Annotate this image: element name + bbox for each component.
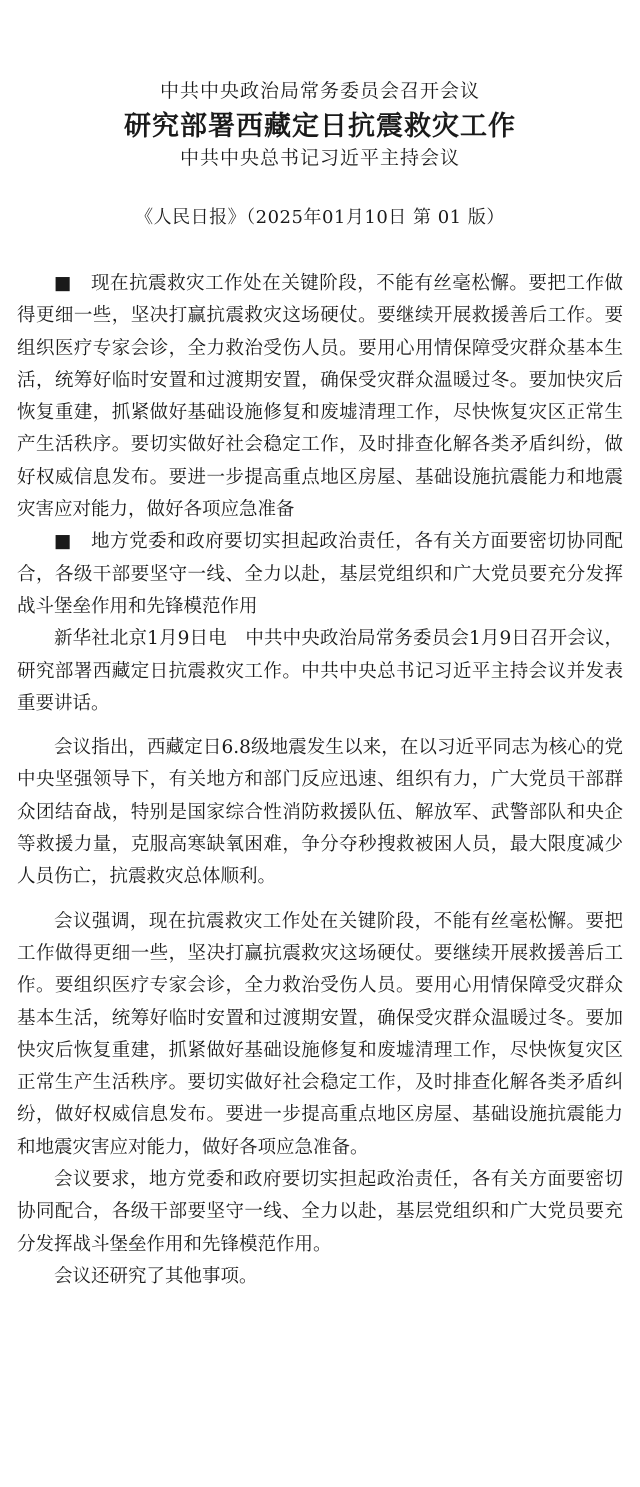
body-paragraph-5: 会议还研究了其他事项。	[54, 1265, 258, 1287]
summary-paragraph-2	[17, 526, 623, 623]
article-kicker: 中共中央政治局常务委员会召开会议	[159, 80, 480, 102]
square-bullet-icon: ■	[54, 273, 72, 294]
summary-text-2: 地方党委和政府要切实担起政治责任，各有关方面要密切协同配合，各级干部要坚守一线、全力以赴，基层党组织和广大党员要充分发挥战斗堡垒作用和先锋模范作用	[17, 531, 623, 617]
article-subhead: 中共中央总书记习近平主持会议	[179, 147, 460, 169]
body-paragraph-2: 会议指出，西藏定日6.8级地震发生以来，在以习近平同志为核心的党中央坚强领导下，有关地方和部门反应迅速、组织有力，广大党员干部群众团结奋战，特别是国家综合性消防救援队伍、解放军、武警部队和央企等救援力量，克服高寒缺氧困难，争分夺秒搜救被困人员，最大限度减少人员伤亡，抗震救灾总体顺利。	[17, 737, 623, 888]
body-paragraph-4: 会议要求，地方党委和政府要切实担起政治责任，各有关方面要密切协同配合，各级干部要坚守一线、全力以赴，基层党组织和广大党员要充分发挥战斗堡垒作用和先锋模范作用。	[17, 1169, 623, 1255]
body-paragraph-3: 会议强调，现在抗震救灾工作处在关键阶段，不能有丝毫松懈。要把工作做得更细一些，坚决打赢抗震救灾这场硬仗。要继续开展救援善后工作。要组织医疗专家会诊，全力救治受伤人员。要用心用情保障受灾群众基本生活，统筹好临时安置和过渡期安置，确保受灾群众温暖过冬。要加快灾后恢复重建，抓紧做好基础设施修复和废墟清理工作，尽快恢复灾区正常生产生活秩序。要切实做好社会稳定工作，及时排查化解各类矛盾纠纷，做好权威信息发布。要进一步提高重点地区房屋、基础设施抗震能力和地震灾害应对能力，做好各项应急准备。	[17, 910, 623, 1158]
article-body	[17, 268, 623, 1293]
summary-text-1: 现在抗震救灾工作处在关键阶段，不能有丝毫松懈。要把工作做得更细一些，坚决打赢抗震救灾这场硬仗。要继续开展救援善后工作。要组织医疗专家会诊，全力救治受伤人员。要用心用情保障受灾群众基本生活，统筹好临时安置和过渡期安置，确保受灾群众温暖过冬。要加快灾后恢复重建，抓紧做好基础设施修复和废墟清理工作，尽快恢复灾区正常生产生活秩序。要切实做好社会稳定工作，及时排查化解各类矛盾纠纷，做好权威信息发布。要进一步提高重点地区房屋、基础设施抗震能力和地震灾害应对能力，做好各项应急准备	[17, 273, 623, 521]
body-paragraph-1: 新华社北京1月9日电 中共中央政治局常务委员会1月9日召开会议，研究部署西藏定日抗震救灾工作。中共中央总书记习近平主持会议并发表重要讲话。	[17, 628, 623, 714]
article-headline: 研究部署西藏定日抗震救灾工作	[124, 111, 516, 142]
square-bullet-icon: ■	[54, 531, 72, 553]
summary-paragraph-1	[17, 268, 623, 526]
article-source: 《人民日报》（2025年01月10日 第 01 版）	[135, 207, 505, 228]
